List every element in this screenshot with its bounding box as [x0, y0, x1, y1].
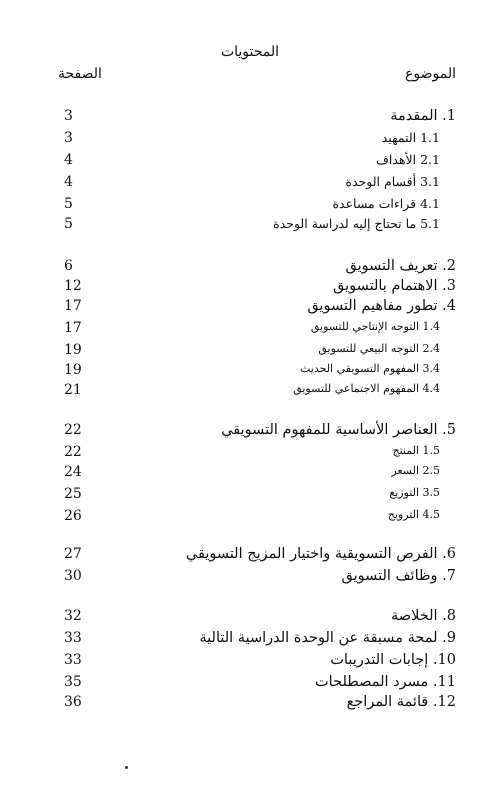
toc-entry-label: 3.5 التوزيع	[389, 486, 440, 499]
toc-entry-3-5	[0, 486, 500, 508]
toc-entry-label: 11. مسرد المصطلحات	[315, 674, 456, 690]
toc-entry-4-4	[0, 382, 500, 404]
toc-entry-3	[0, 278, 500, 300]
toc-entry-2-1	[0, 152, 500, 174]
toc-entry-page: 5	[64, 216, 73, 232]
toc-entry-1-4	[0, 320, 500, 342]
toc-entry-11	[0, 674, 500, 696]
toc-entry-label: 4. تطور مفاهيم التسويق	[307, 298, 456, 314]
toc-entry-page: 21	[64, 382, 82, 398]
toc-entry-page: 17	[64, 320, 82, 336]
toc-entry-page: 33	[64, 630, 82, 646]
toc-entry-4-5	[0, 508, 500, 530]
toc-entry-label: 4.5 الترويج	[387, 508, 440, 521]
toc-entry-label: 4.4 المفهوم الاجتماعي للتسويق	[293, 382, 440, 395]
toc-entry-1	[0, 108, 500, 130]
toc-entry-9	[0, 630, 500, 652]
toc-entry-label: 1.5 المنتج	[392, 444, 440, 457]
toc-entry-4-1	[0, 196, 500, 218]
toc-entry-label: 1. المقدمة	[390, 108, 456, 124]
toc-entry-label: 8. الخلاصة	[391, 608, 456, 624]
toc-entry-8	[0, 608, 500, 630]
toc-entry-3-1	[0, 174, 500, 196]
toc-entry-page: 4	[64, 152, 73, 168]
toc-entry-page: 30	[64, 568, 82, 584]
stray-mark	[125, 766, 128, 769]
toc-entry-label: 2.4 التوجه البيعي للتسويق	[318, 342, 440, 355]
toc-entry-1-5	[0, 444, 500, 466]
toc-entry-2-5	[0, 464, 500, 486]
toc-entry-page: 4	[64, 174, 73, 190]
toc-entry-page: 12	[64, 278, 82, 294]
toc-entry-7	[0, 568, 500, 590]
toc-entry-page: 3	[64, 130, 73, 146]
toc-entry-label: 2.1 الأهداف	[375, 152, 440, 167]
toc-entry-page: 5	[64, 196, 73, 212]
toc-entry-page: 19	[64, 362, 82, 378]
toc-entry-label: 9. لمحة مسبقة عن الوحدة الدراسية التالية	[199, 630, 456, 646]
toc-entry-label: 1.4 التوجه الإنتاجي للتسويق	[310, 320, 440, 333]
toc-entry-page: 26	[64, 508, 82, 524]
toc-entry-page: 33	[64, 652, 82, 668]
toc-entry-page: 22	[64, 444, 82, 460]
toc-entry-label: 6. الفرص التسويقية واختيار المزيج التسويقي	[185, 546, 456, 562]
toc-entry-label: 5.1 ما تحتاج إليه لدراسة الوحدة	[273, 216, 440, 231]
toc-entry-2-4	[0, 342, 500, 364]
toc-entry-label: 3.1 أقسام الوحدة	[345, 174, 440, 189]
toc-entry-page: 35	[64, 674, 82, 690]
toc-entry-label: 2.5 السعر	[391, 464, 440, 477]
toc-entry-1-1	[0, 130, 500, 152]
page-column-header: الصفحة	[58, 66, 102, 82]
toc-entry-page: 19	[64, 342, 82, 358]
toc-entry-page: 27	[64, 546, 82, 562]
toc-entry-5-1	[0, 216, 500, 238]
toc-entry-page: 36	[64, 694, 82, 710]
toc-entry-3-4	[0, 362, 500, 384]
toc-entry-page: 25	[64, 486, 82, 502]
toc-entry-label: 3. الاهتمام بالتسويق	[333, 278, 456, 294]
toc-entry-4	[0, 298, 500, 320]
toc-entry-12	[0, 694, 500, 716]
toc-entry-label: 3.4 المفهوم التسويقي الحديث	[299, 362, 440, 375]
toc-entry-10	[0, 652, 500, 674]
toc-entry-5	[0, 422, 500, 444]
toc-entry-page: 17	[64, 298, 82, 314]
page-title: المحتويات	[220, 44, 280, 60]
toc-entry-page: 6	[64, 258, 73, 274]
toc-entry-label: 4.1 قراءات مساعدة	[332, 196, 440, 211]
toc-entry-label: 1.1 التمهيد	[381, 130, 440, 145]
toc-entry-page: 32	[64, 608, 82, 624]
toc-entry-6	[0, 546, 500, 568]
toc-entry-label: 12. قائمة المراجع	[346, 694, 456, 710]
toc-entry-label: 2. تعريف التسويق	[345, 258, 456, 274]
topic-column-header: الموضوع	[405, 66, 456, 82]
toc-entry-label: 10. إجابات التدريبات	[330, 652, 456, 668]
toc-entry-label: 7. وظائف التسويق	[341, 568, 456, 584]
toc-entry-page: 22	[64, 422, 82, 438]
toc-entry-label: 5. العناصر الأساسية للمفهوم التسويقي	[221, 422, 456, 438]
toc-entry-page: 24	[64, 464, 82, 480]
toc-entry-2	[0, 258, 500, 280]
toc-entry-page: 3	[64, 108, 73, 124]
